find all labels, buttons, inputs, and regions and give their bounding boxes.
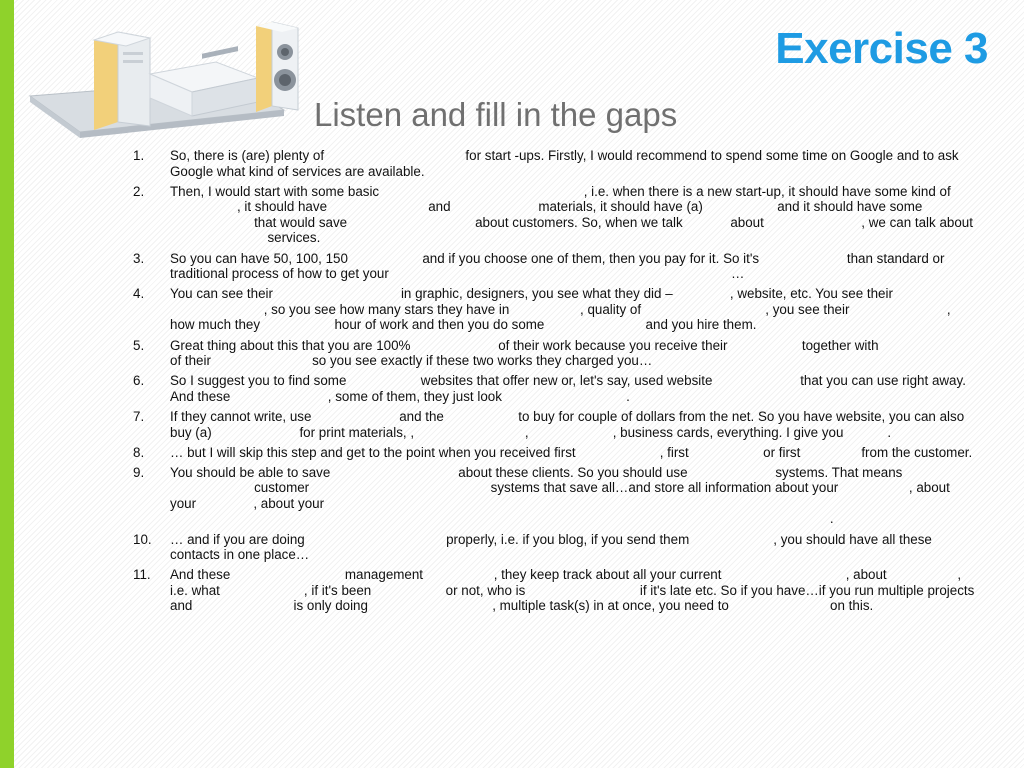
item-number: 2. [133, 183, 145, 199]
item-text: So I suggest you to find some websites that offer new or, let's say, used website that you can use right away. And these , some of them, they just look . [170, 373, 966, 404]
exercise-item [133, 567, 978, 614]
item-number: 9. [133, 464, 145, 480]
item-number: 5. [133, 337, 145, 353]
item-text: And these management , they keep track about all your current , about , i.e. what , if it's been or not, who is if it's late etc. So if you have…if you run multiple projects and is only doing , multiple task(s) in at once, you need to on this. [170, 567, 975, 614]
exercise-item [133, 184, 978, 246]
exercise-item [133, 465, 978, 527]
exercise-item [133, 373, 978, 404]
exercise-item [133, 409, 978, 440]
exercise-item [133, 286, 978, 333]
slide-subtitle: Listen and fill in the gaps [314, 96, 678, 133]
item-text: Then, I would start with some basic , i.e. when there is a new start-up, it should have some kind of , it should have and materials, it should have (a) and it should have some that would save about customers. So, when we talk about , we can talk about services. [170, 183, 973, 246]
item-text: You should be able to save about these clients. So you should use systems. That means customer systems that save all…and store all information about your , about your , about your . [170, 464, 950, 527]
exercise-item [133, 148, 978, 179]
item-number: 6. [133, 373, 145, 389]
item-number: 8. [133, 444, 145, 460]
item-number: 1. [133, 148, 145, 163]
item-text: Great thing about this that you are 100% of their work because you receive their together with of their so you see exactly if these two works they charged you… [170, 337, 976, 369]
item-number: 7. [133, 408, 145, 424]
item-text: If they cannot write, use and the to buy for couple of dollars from the net. So you have website, you can also buy (a) for print materials, , , , business cards, everything. I give you . [170, 408, 965, 440]
item-number: 3. [133, 250, 145, 266]
computer-and-speaker-icon [22, 18, 312, 140]
item-number: 11. [133, 567, 151, 583]
exercise-list [133, 148, 978, 619]
item-text: You can see their in graphic, designers, you see what they did – , website, etc. You see their , so you see how many stars they have in , quality of , you see their , how much they hour of work and then you do some and you hire them. [170, 286, 951, 333]
item-number: 10. [133, 531, 152, 547]
exercise-item [133, 338, 978, 369]
item-text: So, there is (are) plenty of for start -ups. Firstly, I would recommend to spend some time on Google and to ask Google what kind of services are available. [170, 148, 959, 179]
exercise-item [133, 532, 978, 563]
slide-title: Exercise 3 [775, 24, 988, 73]
item-text: … and if you are doing properly, i.e. if you blog, if you send them , you should have all these contacts in one place… [170, 531, 932, 563]
item-text: … but I will skip this step and get to the point when you received first , first or first from the customer. [170, 444, 973, 460]
item-number: 4. [133, 286, 145, 302]
exercise-item [133, 251, 978, 282]
item-text: So you can have 50, 100, 150 and if you choose one of them, then you pay for it. So it's than standard or traditional process of how to get your … [170, 250, 945, 282]
exercise-item [133, 445, 978, 461]
green-sidebar-stripe [0, 0, 14, 768]
